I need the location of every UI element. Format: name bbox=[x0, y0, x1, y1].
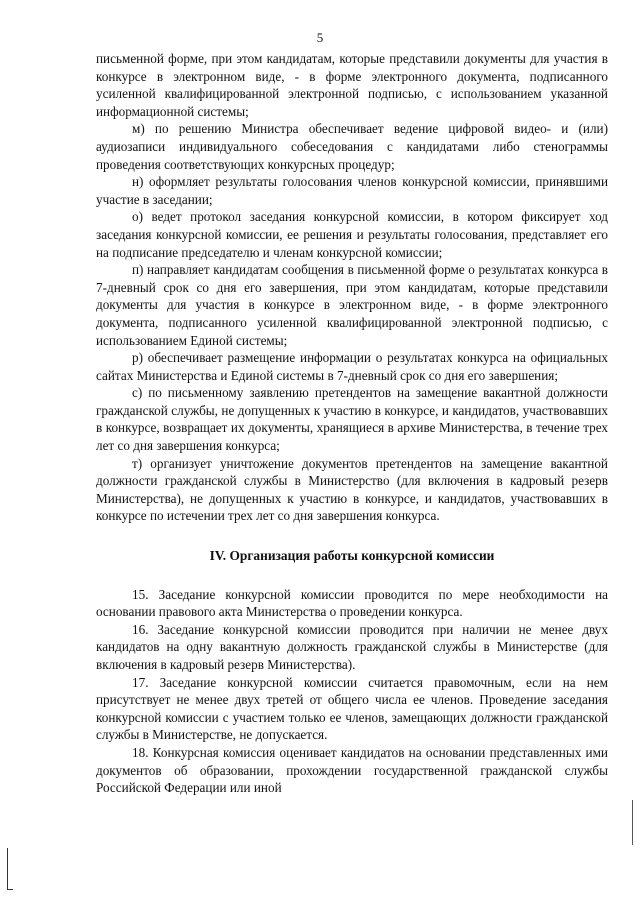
document-body bbox=[96, 50, 608, 797]
paragraph: р) обеспечивает размещение информации о результатах конкурса на официальных сайтах Министерства и Единой системы в 7-дневный срок со дня его завершения; bbox=[96, 350, 608, 383]
margin-mark-right bbox=[632, 800, 633, 845]
margin-mark-left bbox=[7, 848, 8, 890]
paragraph: о) ведет протокол заседания конкурсной комиссии, в котором фиксирует ход заседания конкурсной комиссии, ее решения и результаты голосования, представляет его на подписание председателю и членам конкурсной комиссии; bbox=[96, 209, 608, 260]
section-heading: IV. Организация работы конкурсной комиссии bbox=[209, 548, 495, 564]
paragraph: т) организует уничтожение документов претендентов на замещение вакантной должности гражданской службы в Министерство (для включения в кадровый резерв Министерства), не допущенных к участию в конкурсе, и кандидатов, участвовавших в конкурсе по истечении трех лет со дня завершения конкурса. bbox=[96, 455, 608, 524]
paragraph: с) по письменному заявлению претендентов на замещение вакантной должности гражданской службы, не допущенных к участию в конкурсе, и кандидатов, участвовавших в конкурсе, возвращает их документы, хранящиеся в архиве Министерства, в течение трех лет со дня завершения конкурса; bbox=[96, 385, 608, 454]
paragraph: м) по решению Министра обеспечивает ведение цифровой видео- и (или) аудиозаписи индивидуального собеседования с кандидатами либо стенограммы проведения соответствующих конкурсных процедур; bbox=[96, 121, 608, 172]
paragraph-group-top bbox=[96, 50, 608, 525]
paragraph: 15. Заседание конкурсной комиссии проводится по мере необходимости на основании правового акта Министерства о проведении конкурса. bbox=[96, 586, 608, 620]
paragraph: 17. Заседание конкурсной комиссии считается правомочным, если на нем присутствует не менее двух третей от общего числа ее членов. Проведение заседания конкурсной комиссии с участием только ее членов, замещающих должности гражданской службы в Министерстве, не допускается. bbox=[96, 674, 608, 743]
paragraph: 18. Конкурсная комиссия оценивает кандидатов на основании представленных ими документов об образовании, прохождении государственной гражданской службы Российской Федерации или иной bbox=[96, 744, 608, 796]
paragraph-group-bottom bbox=[96, 586, 608, 797]
paragraph: письменной форме, при этом кандидатам, которые представили документы для участия в конкурсе в электронном виде, - в форме электронного документа, подписанного усиленной квалифицированной электронной подписью, с использованием указанной информационной системы; bbox=[96, 51, 608, 119]
page-number: 5 bbox=[316, 30, 324, 45]
margin-mark-left-foot bbox=[7, 889, 13, 890]
paragraph: н) оформляет результаты голосования членов конкурсной комиссии, принявшими участие в заседании; bbox=[96, 174, 608, 207]
paragraph: 16. Заседание конкурсной комиссии проводится при наличии не менее двух кандидатов на одну вакантную должность гражданской службы в Министерстве (для включения в кадровый резерв Министерства). bbox=[96, 621, 608, 672]
paragraph: п) направляет кандидатам сообщения в письменной форме о результатах конкурса в 7-дневный срок со дня его завершения, при этом кандидатам, которые представили документы для участия в конкурсе в электронном виде, - в форме электронного документа, подписанного усиленной квалифицированной электронной подписью, с использованием Единой системы; bbox=[96, 262, 608, 348]
